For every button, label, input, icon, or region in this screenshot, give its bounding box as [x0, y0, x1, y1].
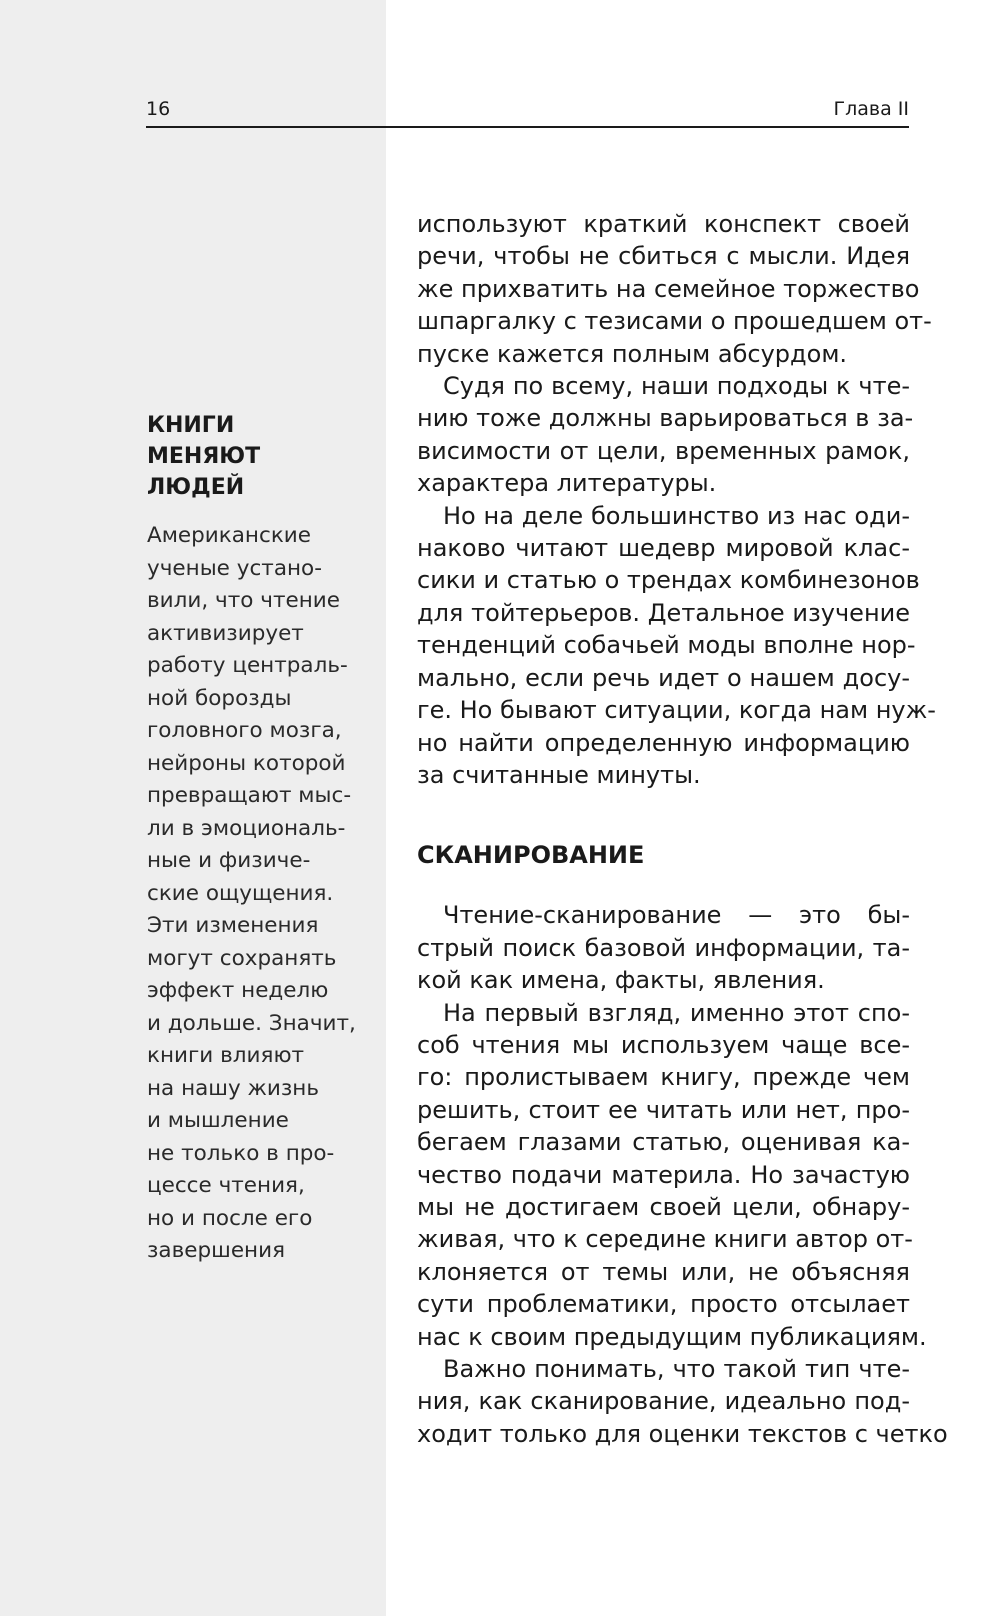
chapter-label: Глава II [833, 98, 909, 120]
sidebar-line: Американские [147, 523, 312, 548]
text-line: На первый взгляд, именно этот спо- [443, 998, 910, 1027]
text-line: чество подачи материла. Но зачастую [417, 1160, 910, 1189]
sidebar-line: нейроны которой [147, 750, 346, 776]
text-line: го: пролистываем книгу, прежде чем [417, 1063, 910, 1092]
page-number: 16 [146, 98, 171, 120]
paragraph [417, 370, 914, 500]
text-line: речи, чтобы не сбиться с мысли. Идея [417, 242, 910, 271]
paragraph [417, 899, 910, 996]
text-line: соб чтения мы используем чаще все- [417, 1030, 910, 1059]
text-line: пуске кажется полным абсурдом. [417, 339, 848, 368]
main-text [417, 208, 948, 1450]
text-line: живая, что к середине книги автор от- [417, 1225, 913, 1254]
sidebar-line: вили, что чтение [147, 588, 340, 613]
sidebar-line: ной борозды [147, 685, 292, 711]
text-line: характера литературы. [417, 469, 717, 498]
paragraph [417, 1353, 948, 1450]
paragraph [417, 997, 927, 1353]
sidebar-line: не только в про- [147, 1140, 335, 1166]
text-line: Но на деле большинство из нас оди- [443, 501, 910, 530]
text-line: ходит только для оценки текстов с четко [417, 1419, 948, 1448]
text-line: но найти определенную информацию [417, 728, 910, 757]
text-line: за считанные минуты. [417, 760, 701, 789]
sidebar-note [147, 410, 359, 1268]
sidebar-line: на нашу жизнь [147, 1075, 320, 1101]
sidebar-line: активизирует [147, 620, 304, 646]
sidebar-title: КНИГИ МЕНЯЮТ ЛЮДЕЙ [147, 413, 261, 500]
text-line: же прихватить на семейное торжество [417, 274, 920, 303]
text-line: ге. Но бывают ситуации, когда нам нуж- [417, 696, 936, 725]
sidebar-line: завершения [147, 1238, 286, 1263]
sidebar-line: ные и физиче- [147, 848, 311, 873]
sidebar-line: ские ощущения. [147, 880, 334, 906]
sidebar-line: работу централь- [147, 653, 348, 678]
text-line: мы не достигаем своей цели, обнару- [417, 1192, 910, 1221]
sidebar-line: и мышление [147, 1108, 289, 1133]
text-line: висимости от цели, временных рамок, [417, 436, 910, 465]
text-line: сики и статью о трендах комбинезонов [417, 566, 920, 595]
text-line: Судя по всему, наши подходы к чте- [443, 372, 910, 401]
sidebar-line: головного мозга, [147, 718, 342, 743]
text-line: шпаргалку с тезисами о прошедшем от- [417, 307, 932, 336]
sidebar-line: эффект неделю [147, 978, 329, 1003]
text-line: ния, как сканирование, идеально под- [417, 1387, 910, 1416]
text-line: наково читают шедевр мировой клас- [417, 534, 910, 563]
section-heading: СКАНИРОВАНИЕ [417, 841, 645, 870]
text-line: бегаем глазами статью, оценивая ка- [417, 1128, 910, 1157]
text-line: нию тоже должны варьироваться в за- [417, 404, 914, 433]
sidebar-text [147, 520, 359, 1268]
text-line: используют краткий конспект своей [417, 210, 910, 238]
text-line: Важно понимать, что такой тип чте- [443, 1355, 910, 1383]
page-header [146, 96, 909, 128]
sidebar-line: Эти изменения [147, 913, 319, 938]
text-line: Чтение-сканирование — это бы- [443, 901, 910, 930]
text-line: мально, если речь идет о нашем досу- [417, 663, 910, 692]
paragraph [417, 208, 932, 370]
text-line: стрый поиск базовой информации, та- [417, 933, 910, 962]
text-line: нас к своим предыдущим публикациям. [417, 1322, 927, 1351]
sidebar-line: могут сохранять [147, 945, 337, 971]
text-line: сути проблематики, просто отсылает [417, 1290, 910, 1319]
text-line: клоняется от темы или, не объясняя [417, 1257, 910, 1286]
text-line: тенденций собачьей моды вполне нор- [417, 631, 916, 660]
text-line: для тойтерьеров. Детальное изучение [417, 598, 910, 627]
text-line: кой как имена, факты, явления. [417, 966, 825, 995]
sidebar-line: превращают мыс- [147, 783, 352, 808]
sidebar-line: ли в эмоциональ- [147, 815, 346, 841]
paragraph [417, 500, 936, 792]
sidebar-line: но и после его [147, 1205, 313, 1231]
sidebar-line: ученые устано- [147, 555, 322, 581]
sidebar-line: и дольше. Значит, [147, 1010, 356, 1036]
text-line: решить, стоит ее читать или нет, про- [417, 1095, 910, 1124]
sidebar-line: цессе чтения, [147, 1173, 305, 1198]
sidebar-line: книги влияют [147, 1043, 305, 1068]
